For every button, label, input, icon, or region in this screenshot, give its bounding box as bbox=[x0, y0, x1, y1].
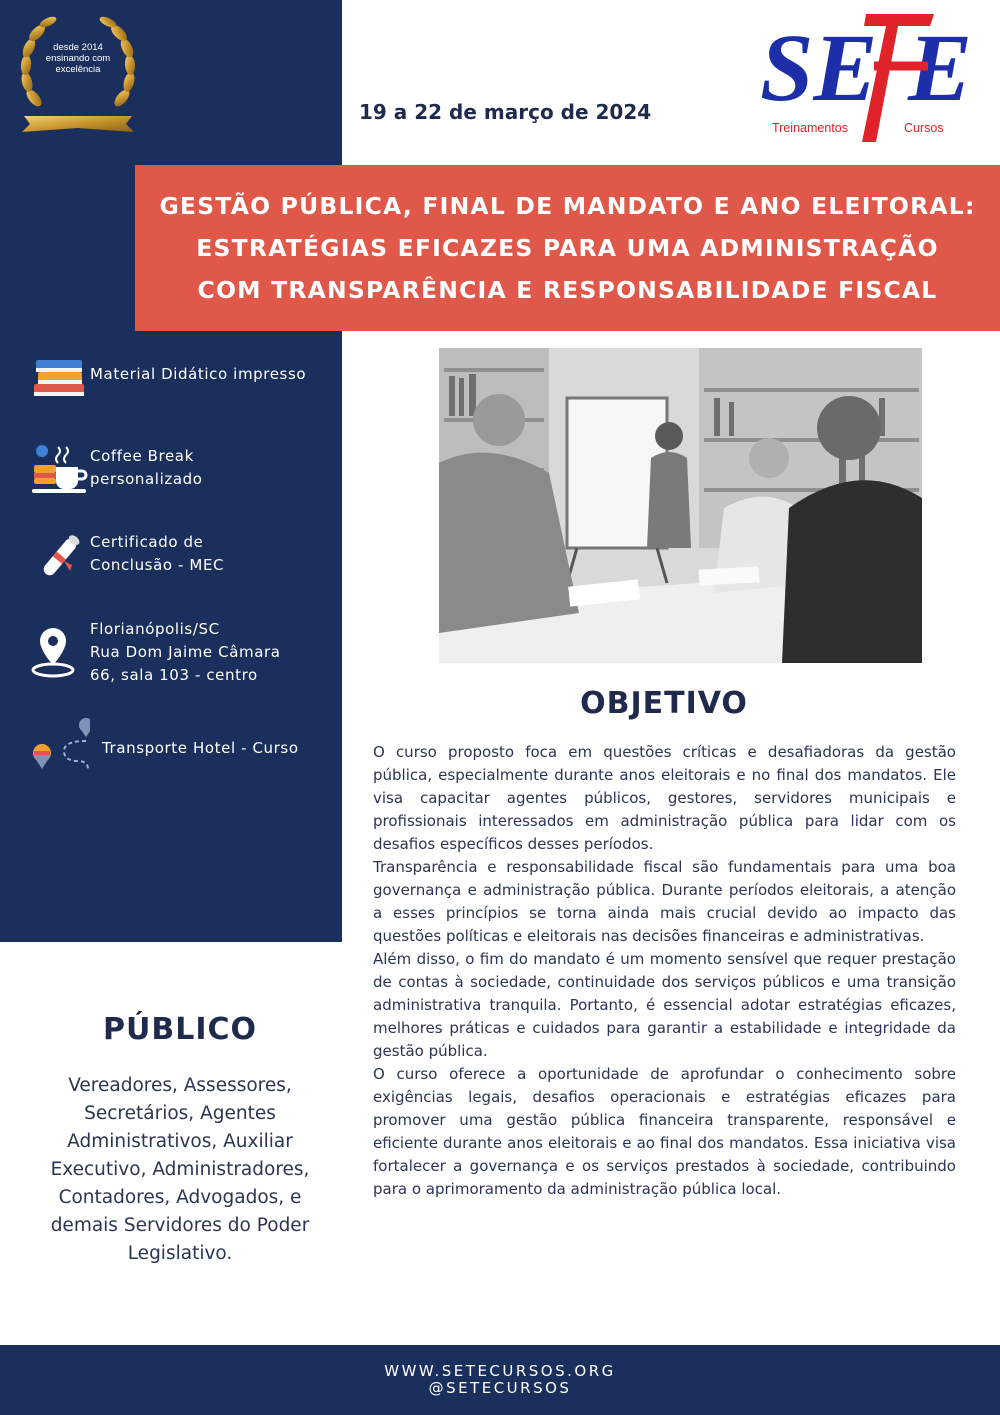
objetivo-paragraph: Transparência e responsabilidade fiscal são fundamentais para uma boa governança e administração pública. Durante períodos eleitorais, a atenção a esses princípios se torna ainda mais crucial devido ao impacto das questões políticas e eleitorais nas decisões financeiras e administrativas. bbox=[373, 858, 956, 945]
objetivo-text bbox=[373, 741, 956, 1201]
footer bbox=[0, 1345, 1000, 1415]
publico-text: Vereadores, Assessores, Secretários, Agentes Administrativos, Auxiliar Executivo, Administradores, Contadores, Advogados, e demais Servidores do Poder Legislativo. bbox=[50, 1075, 310, 1264]
logo-left-word: Treinamentos bbox=[772, 121, 848, 135]
feature-label: Certificado de Conclusão - MEC bbox=[90, 533, 225, 574]
feature-transport bbox=[30, 713, 299, 773]
publico-heading: PÚBLICO bbox=[102, 1012, 257, 1047]
objetivo-paragraph: O curso oferece a oportunidade de aprofundar o conhecimento sobre exigências legais, desafios operacionais e estratégias eficazes para promover uma gestão pública financeira transparente, responsável e eficiente durante anos eleitorais e ao final dos mandatos. Essa iniciativa visa fortalecer a governança e os serviços prestados à sociedade, contribuindo para o aprimoramento da administração pública local. bbox=[373, 1065, 956, 1198]
coffee-icon bbox=[30, 443, 90, 495]
feature-location bbox=[30, 618, 281, 687]
feature-label: Transporte Hotel - Curso bbox=[102, 739, 299, 757]
diploma-icon bbox=[30, 531, 90, 583]
feature-coffee bbox=[30, 443, 203, 495]
meeting-photo bbox=[439, 348, 922, 663]
course-title: GESTÃO PÚBLICA, FINAL DE MANDATO E ANO ELEITORAL: ESTRATÉGIAS EFICAZES PARA UMA ADMINISTRAÇÃO COM TRANSPARÊNCIA E RESPONSABILIDADE FISCAL bbox=[159, 192, 976, 304]
badge-text: desde 2014 ensinando com excelência bbox=[45, 42, 111, 75]
sidebar bbox=[0, 0, 342, 942]
objetivo-paragraph: Além disso, o fim do mandato é um momento sensível que requer prestação de contas à sociedade, continuidade dos serviços públicos e uma transição administrativa tranquila. Portanto, é essencial adotar estratégias eficazes, melhores práticas e cuidados para garantir a estabilidade e integridade da gestão pública. bbox=[373, 950, 956, 1060]
feature-label: Material Didático impresso bbox=[90, 365, 307, 383]
books-icon bbox=[30, 352, 90, 404]
feature-material bbox=[30, 352, 306, 404]
logo-right-word: Cursos bbox=[904, 121, 944, 135]
route-icon bbox=[30, 713, 90, 773]
website-link[interactable]: WWW.SETECURSOS.ORG bbox=[384, 1362, 616, 1380]
objetivo-paragraph: O curso proposto foca em questões críticas e desafiadoras da gestão pública, especialmente durante anos eleitorais e no final dos mandatos. Ele visa capacitar agentes públicos, gestores, servidores municipais e profissionais interessados em administração pública para lidar com os desafios específicos desses períodos. bbox=[373, 743, 956, 853]
sete-logo bbox=[758, 8, 990, 144]
feature-label: Florianópolis/SC Rua Dom Jaime Câmara 66, sala 103 - centro bbox=[90, 620, 281, 684]
logo-e-mark: E bbox=[908, 14, 973, 121]
logo-se-mark: SE bbox=[760, 14, 878, 121]
location-pin-icon bbox=[30, 626, 90, 678]
feature-certificate bbox=[30, 531, 224, 583]
social-handle[interactable]: @SETECURSOS bbox=[428, 1379, 572, 1397]
feature-label: Coffee Break personalizado bbox=[90, 447, 203, 488]
event-date: 19 a 22 de março de 2024 bbox=[359, 100, 652, 124]
title-banner bbox=[135, 165, 1000, 331]
objetivo-heading: OBJETIVO bbox=[580, 686, 748, 721]
